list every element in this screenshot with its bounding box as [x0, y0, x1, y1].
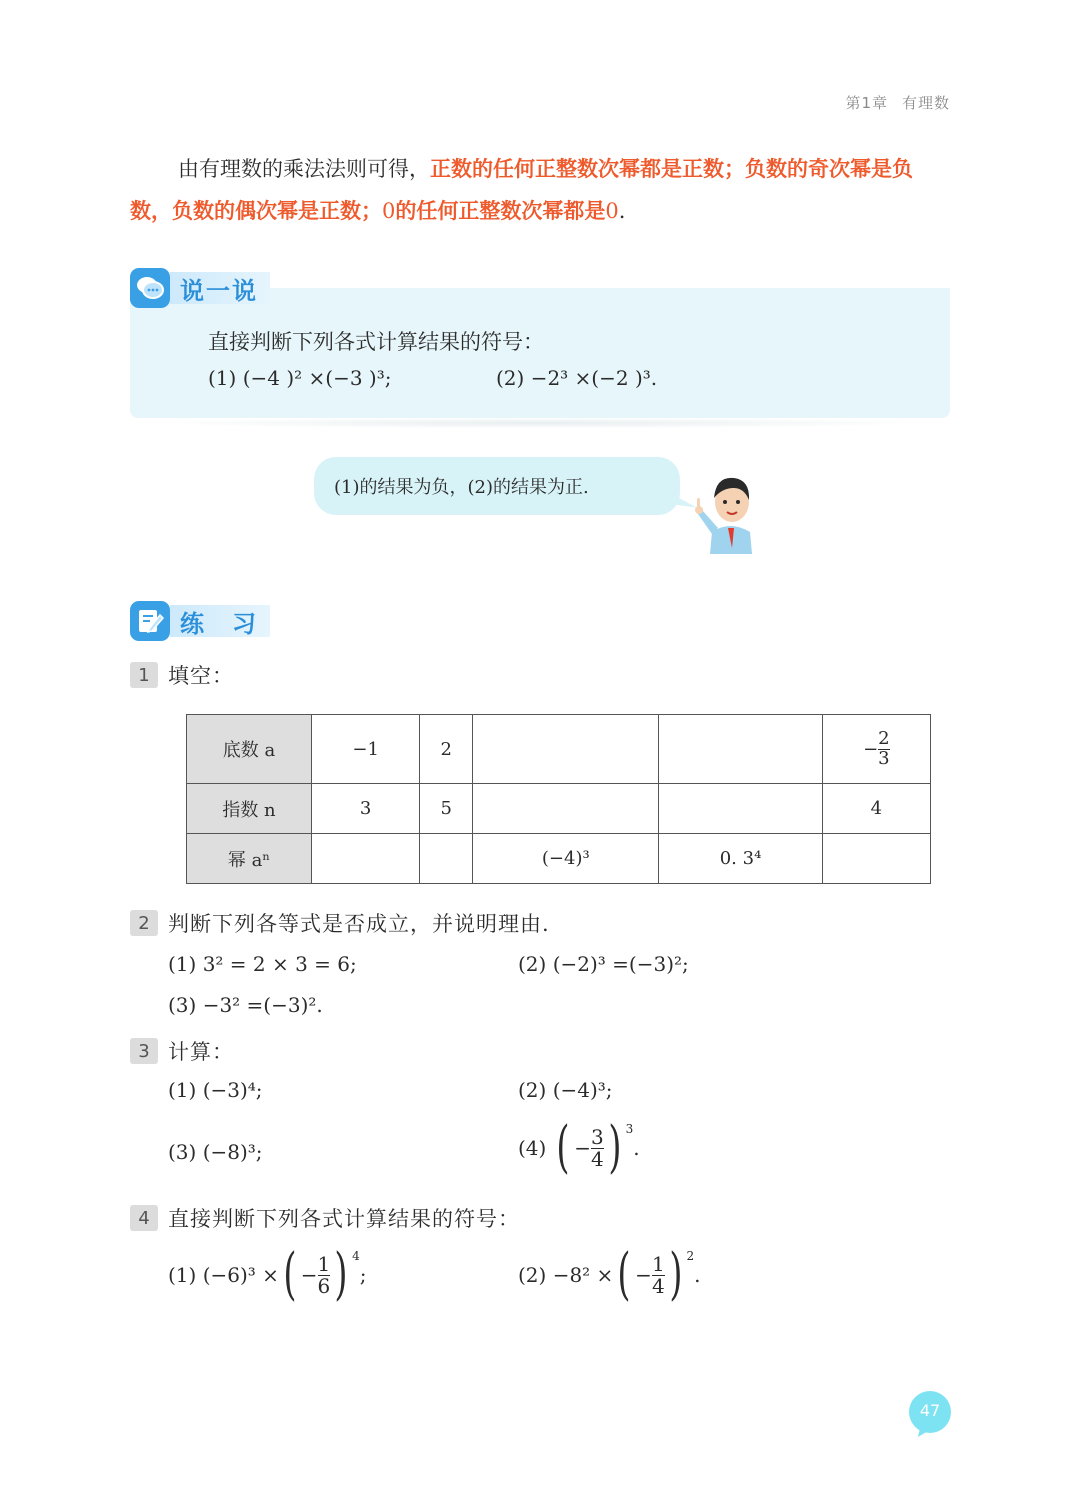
question-number-badge: 2 — [130, 910, 158, 936]
question-1 — [130, 660, 234, 690]
q2-item-1: (1) 3² = 2 × 3 = 6; — [168, 952, 357, 976]
question-3-text: 计算： — [168, 1040, 234, 1064]
table-cell: 4 — [822, 784, 930, 834]
table-cell — [473, 784, 659, 834]
intro-zero: 0 — [382, 199, 396, 223]
exponent: 2 — [686, 1249, 695, 1263]
table-cell — [473, 715, 659, 784]
table-cell-fraction — [822, 715, 930, 784]
q3-item-3: (3) (−8)³; — [168, 1140, 263, 1164]
q3-item-4-label: (4) — [518, 1136, 547, 1160]
pencil-note-icon — [130, 601, 170, 641]
q2-item-2: (2) (−2)³ =(−3)²; — [518, 952, 689, 976]
fill-table — [186, 714, 931, 884]
speech-bubble — [314, 457, 680, 515]
chapter-title: 有理数 — [901, 94, 950, 112]
intro-plain: 由有理数的乘法法则可得， — [178, 157, 430, 181]
table-cell: −1 — [312, 715, 420, 784]
fraction-numerator: 2 — [878, 727, 890, 749]
q2-item-3: (3) −3² =(−3)². — [168, 993, 323, 1017]
table-cell — [420, 834, 473, 884]
fraction-denominator: 4 — [590, 1146, 604, 1171]
table-cell: 0. 3⁴ — [659, 834, 822, 884]
chapter-number: 第1章 — [845, 94, 888, 112]
fraction — [651, 1251, 665, 1298]
question-number-badge: 4 — [130, 1205, 158, 1231]
table-cell — [659, 715, 822, 784]
intro-zero-2: 0 — [605, 199, 619, 223]
say-heading — [130, 268, 270, 308]
fraction-numerator: 3 — [590, 1124, 604, 1149]
exponent: 4 — [352, 1249, 360, 1263]
table-cell: (−4)³ — [473, 834, 659, 884]
row-label-power: 幂 aⁿ — [187, 834, 312, 884]
table-cell — [312, 834, 420, 884]
question-4-text: 直接判断下列各式计算结果的符号： — [168, 1207, 520, 1231]
say-item-2: (2) −2³ ×(−2 )³. — [496, 366, 658, 390]
say-item-1: (1) (−4 )² ×(−3 )³; — [208, 366, 392, 390]
speech-bubble-icon — [130, 268, 170, 308]
intro-paragraph — [130, 148, 952, 232]
q4-item-2-prefix: (2) −8² × — [518, 1263, 614, 1287]
fraction-denominator: 4 — [651, 1273, 665, 1298]
row-label-exponent: 指数 n — [187, 784, 312, 834]
end-mark: . — [694, 1263, 701, 1287]
question-number-badge: 3 — [130, 1038, 158, 1064]
boy-illustration-icon — [690, 462, 770, 554]
table-row-exponent — [187, 784, 931, 834]
question-3 — [130, 1036, 234, 1066]
table-cell: 3 — [312, 784, 420, 834]
intro-highlight-1: 正数的任何正整数次幂都是正数；负数的奇次幂是负数，负数的偶次幂是正数； — [130, 156, 913, 223]
say-title: 说一说 — [170, 272, 270, 304]
end-mark: . — [633, 1136, 640, 1160]
exponent: 3 — [625, 1122, 634, 1136]
fraction — [317, 1251, 331, 1298]
fraction-sign: − — [574, 1136, 591, 1160]
fraction — [590, 1124, 604, 1171]
bubble-text: (1)的结果为负，(2)的结果为正. — [334, 477, 589, 498]
q3-item-2: (2) (−4)³; — [518, 1078, 613, 1102]
chapter-header — [845, 92, 950, 113]
question-1-text: 填空： — [168, 664, 234, 688]
fraction-numerator: 1 — [651, 1251, 665, 1276]
page-number: 47 — [919, 1401, 941, 1420]
table-row-power — [187, 834, 931, 884]
say-question: 直接判断下列各式计算结果的符号： — [208, 330, 544, 354]
fraction-sign: − — [863, 738, 879, 760]
q4-item-1-prefix: (1) (−6)³ × — [168, 1263, 279, 1287]
page-number-badge — [908, 1390, 952, 1434]
question-number-badge: 1 — [130, 662, 158, 688]
fraction-denominator: 6 — [317, 1273, 331, 1298]
end-mark: ; — [359, 1263, 367, 1287]
fraction-numerator: 1 — [317, 1251, 331, 1276]
q4-item-1: (1) (−6)³ × ( − $\frac{1}{6}$ ) 4 ; — [168, 1242, 367, 1307]
question-4 — [130, 1203, 520, 1233]
q3-item-4: (4) ( − $\frac{3}{4}$ ) 3 . — [518, 1115, 640, 1180]
practice-heading — [130, 601, 270, 641]
question-2-text: 判断下列各等式是否成立，并说明理由. — [168, 912, 550, 936]
table-cell: 5 — [420, 784, 473, 834]
practice-title: 练 习 — [170, 605, 270, 637]
fraction — [878, 727, 890, 769]
say-box-shadow — [170, 418, 910, 428]
question-2 — [130, 908, 550, 938]
intro-end: . — [618, 199, 626, 223]
fraction-denominator: 3 — [878, 747, 890, 769]
intro-highlight-2: 的任何正整数次幂都是 — [395, 198, 606, 223]
q3-item-1: (1) (−3)⁴; — [168, 1078, 263, 1102]
q4-item-2: (2) −8² × ( − $\frac{1}{4}$ ) 2 . — [518, 1242, 701, 1307]
table-cell — [822, 834, 930, 884]
table-cell — [659, 784, 822, 834]
table-cell: 2 — [420, 715, 473, 784]
row-label-base: 底数 a — [187, 715, 312, 784]
table-row-base — [187, 715, 931, 784]
